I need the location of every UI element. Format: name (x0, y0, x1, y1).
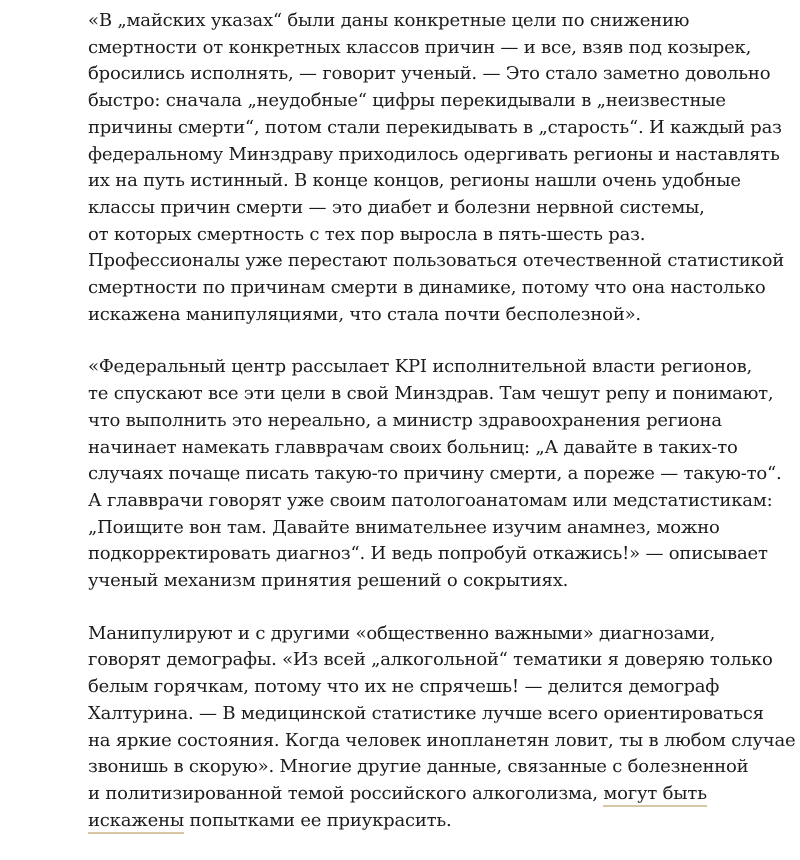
paragraph-line: случаях почаще писать такую-то причину смерти, а пореже — такую-то“. (88, 463, 782, 485)
paragraph-line: звонишь в скорую». Многие другие данные, связанные с болезненной (88, 756, 749, 778)
link-tail-text: попытками ее приукрасить. (184, 809, 452, 831)
paragraph-line: их на путь истинный. В конце концов, регионы нашли очень удобные (88, 170, 741, 192)
paragraph-line: начинает намекать главврачам своих больниц: „А давайте в таких-то (88, 436, 738, 458)
paragraph-line: белым горячкам, потому что их не спрячешь! — делится демограф (88, 676, 720, 698)
paragraph-line: «Федеральный центр рассылает KPI исполнительной власти регионов, (88, 356, 753, 378)
paragraph-line: «В „майских указах“ были даны конкретные цели по снижению (88, 10, 690, 31)
link-lead-text: и политизированной темой российского алкоголизма, (88, 782, 604, 804)
article-body (88, 8, 796, 860)
paragraph-line: смертности от конкретных классов причин — и все, взяв под козырек, (88, 36, 752, 58)
paragraph-line: А главврачи говорят уже своим патологоанатомам или медстатистикам: (88, 489, 773, 511)
paragraph-line: на яркие состояния. Когда человек инопланетян ловит, ты в любом случае (88, 729, 796, 751)
paragraph-line: подкорректировать диагноз“. И ведь попробуй откажись!» — описывает (88, 543, 768, 565)
paragraph-line: причины смерти“, потом стали перекидывать в „старость“. И каждый раз (88, 116, 782, 138)
paragraph-line: те спускают все эти цели в свой Минздрав. Там чешут репу и понимают, (88, 383, 774, 405)
paragraph-line: Халтурина. — В медицинской статистике лучше всего ориентироваться (88, 702, 764, 724)
paragraph-line: федеральному Минздраву приходилось одергивать регионы и наставлять (88, 143, 780, 165)
paragraph-line: искажена манипуляциями, что стала почти бесполезной». (88, 303, 641, 325)
paragraph-line: „Поищите вон там. Давайте внимательнее изучим анамнез, можно (88, 516, 720, 538)
paragraph-line-with-link (88, 781, 738, 808)
paragraph-line: быстро: сначала „неудобные“ цифры перекидывали в „неизвестные (88, 90, 726, 112)
paragraph-line: классы причин смерти — это диабет и болезни нервной системы, (88, 196, 705, 218)
paragraph-line: бросились исполнять, — говорит ученый. — Это стало заметно довольно (88, 63, 771, 85)
paragraph-line: Манипулируют и с другими «общественно важными» диагнозами, (88, 622, 716, 644)
paragraph-3 (88, 621, 796, 835)
paragraph-line: Профессионалы уже перестают пользоваться отечественной статистикой (88, 250, 784, 272)
paragraph-line: говорят демографы. «Из всей „алкогольной“ тематики я доверяю только (88, 649, 773, 671)
paragraph-line: что выполнить это нереально, а министр здравоохранения региона (88, 409, 722, 431)
paragraph-2 (88, 354, 782, 594)
article-link-part-1[interactable]: могут быть (603, 783, 706, 807)
paragraph-line-with-link (88, 808, 738, 835)
paragraph-line: смертности по причинам смерти в динамике, потому что она настолько (88, 277, 766, 299)
paragraph-line: ученый механизм принятия решений о сокрытиях. (88, 570, 569, 592)
paragraph-line: от которых смертность с тех пор выросла в пять-шесть раз. (88, 223, 646, 245)
article-link-part-2[interactable]: искажены (88, 810, 184, 834)
paragraph-1 (88, 8, 784, 328)
